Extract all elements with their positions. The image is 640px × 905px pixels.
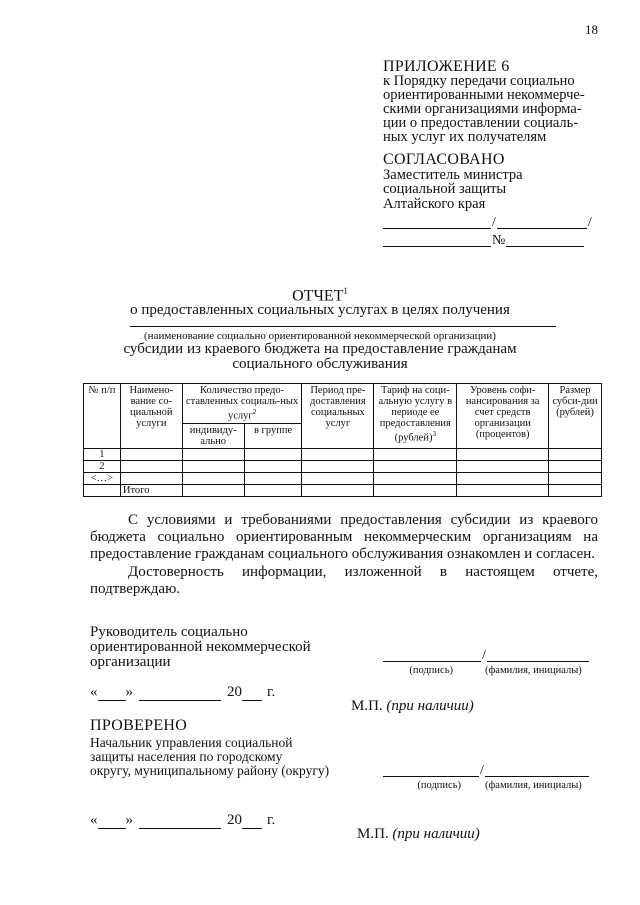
appendix-line: ции о предоставлении социаль-: [383, 115, 579, 131]
approval-signature-line: [383, 217, 491, 229]
header-cofinancing: Уровень софи-нансирования за счет средств организации (процентов): [457, 384, 549, 449]
header-tariff: Тариф на соци-альную услугу в периоде ее предоставления (рублей)$^3$: [374, 384, 457, 449]
approval-line: Заместитель министра: [383, 166, 523, 183]
header-subsidy: Размер субси-дии (рублей): [549, 384, 602, 449]
table-row: [84, 472, 602, 484]
total-label: Итого: [120, 484, 182, 496]
approval-number-row: [383, 229, 618, 247]
confirmation-paragraph: Достоверность информации, изложенной в настоящем отчете, подтверждаю.: [90, 564, 598, 597]
name-line: [485, 765, 589, 777]
row-number: <…>: [84, 472, 121, 484]
date-row: « » 20 г.: [90, 812, 276, 828]
month-line: [139, 689, 221, 701]
approval-line: Алтайского края: [383, 195, 486, 212]
sign-caption: (подпись): [409, 665, 453, 676]
row-number: 2: [84, 460, 121, 472]
verified-title: ПРОВЕРЕНО: [90, 717, 188, 734]
table-total-row: [84, 484, 602, 496]
verifier-signature-block: / (подпись) (фамилия, инициалы): [383, 765, 589, 791]
header-service-name: Наимено-вание со-циальной услуги: [120, 384, 182, 449]
row-number: 1: [84, 448, 121, 460]
report-table: [83, 383, 602, 497]
appendix-line: скими организациями информа-: [383, 101, 582, 117]
header-num: № п/п: [84, 384, 121, 449]
stamp-mark: М.П. (при наличии): [357, 826, 480, 842]
approval-name-line: [497, 217, 587, 229]
table-row: [84, 448, 602, 460]
report-subtitle: о предоставленных социальных услугах в целях получения: [130, 302, 510, 318]
approval-number-sign: №: [492, 233, 506, 248]
approval-line: социальной защиты: [383, 181, 507, 197]
year-line: [242, 817, 262, 829]
appendix-line: ных услуг их получателям: [383, 129, 547, 145]
table-row: [84, 460, 602, 472]
stamp-mark: М.П. (при наличии): [351, 698, 474, 714]
report-title: ОТЧЕТ$^1$: [292, 286, 348, 305]
header-quantity: Количество предо-ставленных социаль-ных услуг$^2$: [182, 384, 302, 424]
acknowledgement-paragraph: С условиями и требованиями предоставления субсидии из краевого бюджета социально ориентированным некоммерческим организациям на предоставление гражданам социального обслуживания ознакомлен и согласен.: [90, 512, 598, 562]
appendix-block: [383, 60, 613, 144]
head-title: Руководитель социально ориентированной некоммерческой организации: [90, 624, 311, 670]
approval-signature-row: [383, 211, 618, 229]
date-row: « » 20 г.: [90, 684, 276, 700]
day-line: [98, 817, 126, 829]
approval-date-line: [383, 235, 491, 247]
report-subtitle-2: субсидии из краевого бюджета на предоставление гражданам социального обслуживания: [123, 341, 517, 372]
day-line: [98, 689, 126, 701]
approval-block: [383, 153, 618, 247]
signature-line: [383, 650, 481, 662]
name-caption: (фамилия, инициалы): [485, 780, 582, 791]
footnote-mark: 1: [343, 286, 348, 296]
year-line: [242, 689, 262, 701]
table-header-row: [84, 384, 602, 424]
appendix-title: ПРИЛОЖЕНИЕ 6: [383, 58, 510, 75]
signature-block: / (подпись) (фамилия, инициалы): [383, 650, 589, 676]
sign-caption: (подпись): [417, 780, 461, 791]
appendix-line: ориентированными некоммерче-: [383, 87, 585, 103]
appendix-line: к Порядку передачи социально: [383, 73, 575, 89]
approval-title: СОГЛАСОВАНО: [383, 151, 505, 168]
org-name-line: [130, 326, 556, 327]
header-individual: индивиду-ально: [182, 423, 244, 448]
header-group: в группе: [244, 423, 302, 448]
page-number: 18: [585, 22, 598, 37]
month-line: [139, 817, 221, 829]
signature-line: [383, 765, 479, 777]
approval-number-line: [506, 235, 584, 247]
name-caption: (фамилия, инициалы): [485, 665, 582, 676]
verifier-title: Начальник управления социальной защиты населения по городскому округу, муниципальному району (округу): [90, 735, 330, 778]
approval-slash: /: [587, 215, 592, 230]
header-period: Период пре-доставления социальных услуг: [302, 384, 374, 449]
org-name-caption: (наименование социально ориентированной некоммерческой организации): [144, 330, 496, 342]
approval-slash: /: [492, 215, 496, 230]
name-line: [487, 650, 589, 662]
